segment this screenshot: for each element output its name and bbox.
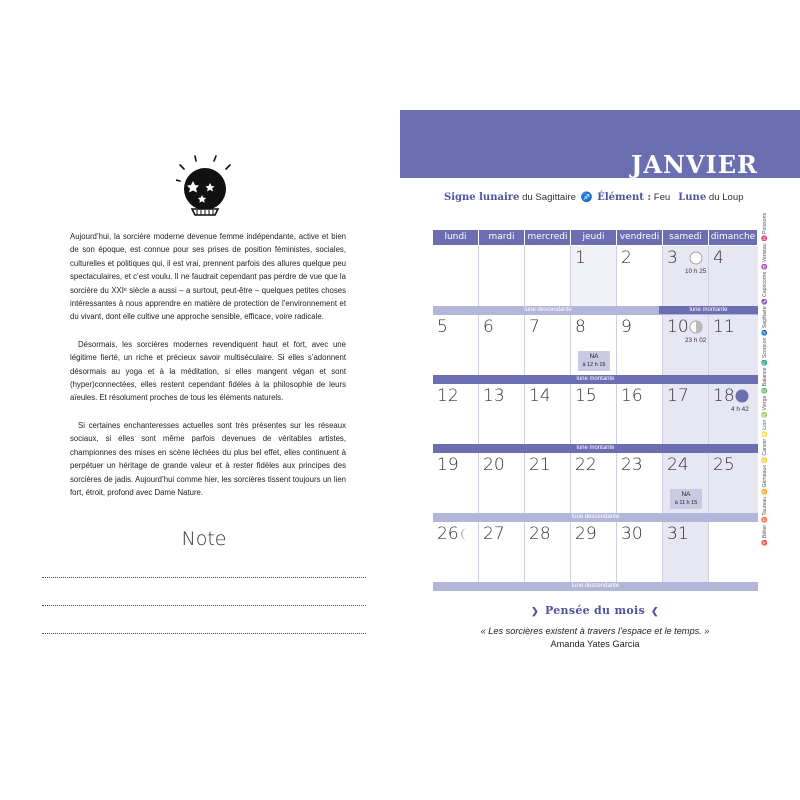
paragraph-3: Si certaines enchanteresses actuelles sont très présentes sur les réseaux sociaux, si elles sont même parfois devenues de véritables artistes, championnes des mises en scène léchées du plus bel effet, elles continuent à perpétuer un héritage de grande valeur et à rester fidèles aux principes des sorcières de jadis. Aujourd’hui comme hier, les sorcières tissent toujours un lien fort, étroit, profond avec Dame Nature. xyxy=(70,420,346,497)
day-number[interactable]: 12 xyxy=(437,386,459,406)
weekday-header-lundi: lundi xyxy=(433,230,478,245)
zodiac-legend: ♈ Bélier ♉ Taureau ♊ Gémeaux ♋ Cancer ♌ Lion ♍ Vierge ♎ Balance ♏ Scorpion ♐ Sagittaire ♑ Capricorne ♒ Verseau ♓ Poissons xyxy=(762,212,768,546)
band-label: lune montante xyxy=(659,306,758,314)
moon-label: Lune xyxy=(678,192,707,203)
day-number[interactable]: 17 xyxy=(667,386,689,406)
column-divider xyxy=(570,246,571,591)
intro-text xyxy=(70,230,346,513)
day-number[interactable]: 28 xyxy=(529,524,551,544)
column-divider xyxy=(662,246,663,591)
day-number[interactable]: 23 xyxy=(621,455,643,475)
day-number[interactable]: 11 xyxy=(713,317,735,337)
day-number[interactable]: 19 xyxy=(437,455,459,475)
chevron-right-icon: ❯ xyxy=(531,607,539,617)
band-label: lune descendante xyxy=(524,307,572,313)
na-box xyxy=(670,489,702,509)
day-number[interactable]: 4 xyxy=(713,248,724,268)
day-number[interactable]: 22 xyxy=(575,455,597,475)
moon-band xyxy=(433,444,758,453)
moon-value: du Loup xyxy=(708,192,744,203)
zodiac-strip xyxy=(762,212,774,546)
day-number[interactable]: 14 xyxy=(529,386,551,406)
na-box xyxy=(578,351,610,371)
day-number[interactable]: 9 xyxy=(621,317,632,337)
moon-band xyxy=(433,375,758,384)
column-divider xyxy=(616,246,617,591)
na-label: NA xyxy=(589,353,599,360)
weekday-header-vendredi: vendredi xyxy=(617,230,662,245)
note-title: Note xyxy=(181,528,227,550)
column-divider xyxy=(708,246,709,591)
day-number[interactable]: 30 xyxy=(621,524,643,544)
day-number[interactable]: 24 xyxy=(667,455,689,475)
day-number[interactable]: 7 xyxy=(529,317,540,337)
day-number[interactable]: 20 xyxy=(483,455,505,475)
weekday-header-dimanche: dimanche xyxy=(709,230,757,245)
day-number[interactable]: 15 xyxy=(575,386,597,406)
sign-value: du Sagittaire xyxy=(522,192,576,203)
day-number[interactable]: 31 xyxy=(667,524,689,544)
paragraph-2: Désormais, les sorcières modernes revendiquent haut et fort, avec une légitime fierté, un riche et précieux savoir multiséculaire. Si elles s’adonnent désormais au yoga et à la méditation, si elles mangent végan et sont (hyper)connectées, elles restent cependant fidèles à la philosophie de leurs aïeules. Et résolument proches de tous les éléments naturels. xyxy=(70,339,346,403)
band-label: lune descendante xyxy=(571,583,620,589)
day-number[interactable]: 2 xyxy=(621,248,632,268)
moon-full-quarter-icon xyxy=(689,320,703,334)
moon-time: 4 h 42 xyxy=(731,406,749,413)
day-number[interactable]: 27 xyxy=(483,524,505,544)
band-label: lune montante xyxy=(576,445,615,451)
day-number[interactable]: 25 xyxy=(713,455,735,475)
moon-band xyxy=(433,306,758,315)
na-time: à 12 h 15 xyxy=(582,362,606,368)
day-number[interactable]: 18 xyxy=(713,386,735,406)
day-number[interactable]: 1 xyxy=(575,248,586,268)
na-time: à 11 h 15 xyxy=(674,500,698,506)
day-number[interactable]: 10 xyxy=(667,317,689,337)
weekday-header-mardi: mardi xyxy=(479,230,524,245)
sagittarius-icon: ♐ xyxy=(580,192,593,203)
day-number[interactable]: 26 xyxy=(437,524,459,544)
note-line[interactable] xyxy=(42,633,366,634)
moon-time: 10 h 25 xyxy=(685,268,707,275)
moon-band xyxy=(433,582,758,591)
paragraph-1: Aujourd’hui, la sorcière moderne devenue femme indépendante, active et bien de son époque, est connue pour ses prises de position féministes, sociales, culturelles et politiques qui, il est vrai, prennent parfois des allures quelque peu spectaculaires, et c’est voulu. Il ne faudrait cependant pas perdre de vue que la sorcière du XXIᵉ siècle a aussi – a surtout, peut-être – quelques petites choses intéressantes à nous apprendre en matière de protection de l’environnement et du vivant, dont elle cultive une approche sensible, efficace, voire radicale. xyxy=(70,232,346,322)
weekday-header-mercredi: mercredi xyxy=(525,230,570,245)
moon-crescent-icon xyxy=(459,527,473,541)
column-divider xyxy=(478,246,479,591)
moon-info-line xyxy=(444,192,744,203)
note-line[interactable] xyxy=(42,577,366,578)
moon-new-moon-icon xyxy=(735,389,749,403)
thought-title-text: Pensée du mois xyxy=(544,604,646,617)
moon-first-quarter-icon xyxy=(689,251,703,265)
right-page xyxy=(400,0,800,800)
month-title: JANVIER xyxy=(631,150,758,179)
day-number[interactable]: 21 xyxy=(529,455,551,475)
moon-time: 23 h 02 xyxy=(685,337,707,344)
band-label: lune descendante xyxy=(571,514,620,520)
crystal-ball-icon xyxy=(176,153,234,225)
day-number[interactable]: 29 xyxy=(575,524,597,544)
day-number[interactable]: 16 xyxy=(621,386,643,406)
day-number[interactable]: 8 xyxy=(575,317,586,337)
day-number[interactable]: 5 xyxy=(437,317,448,337)
weekday-header-samedi: samedi xyxy=(663,230,708,245)
chevron-left-icon: ❮ xyxy=(651,607,659,617)
calendar-grid xyxy=(433,230,758,587)
element-value: Feu xyxy=(653,192,671,203)
column-divider xyxy=(524,246,525,591)
day-number[interactable]: 6 xyxy=(483,317,494,337)
sign-label: Signe lunaire xyxy=(444,192,520,203)
weekday-header-jeudi: jeudi xyxy=(571,230,616,245)
day-number[interactable]: 13 xyxy=(483,386,505,406)
element-label: Élément : xyxy=(597,192,652,203)
day-number[interactable]: 3 xyxy=(667,248,678,268)
moon-band xyxy=(433,513,758,522)
quote: « Les sorcières existent à travers l’espace et le temps. » xyxy=(480,626,710,636)
band-label: lune montante xyxy=(576,376,615,382)
note-line[interactable] xyxy=(42,605,366,606)
na-label: NA xyxy=(681,491,691,498)
quote-author: Amanda Yates Garcia xyxy=(550,639,640,649)
thought-title xyxy=(400,604,790,617)
